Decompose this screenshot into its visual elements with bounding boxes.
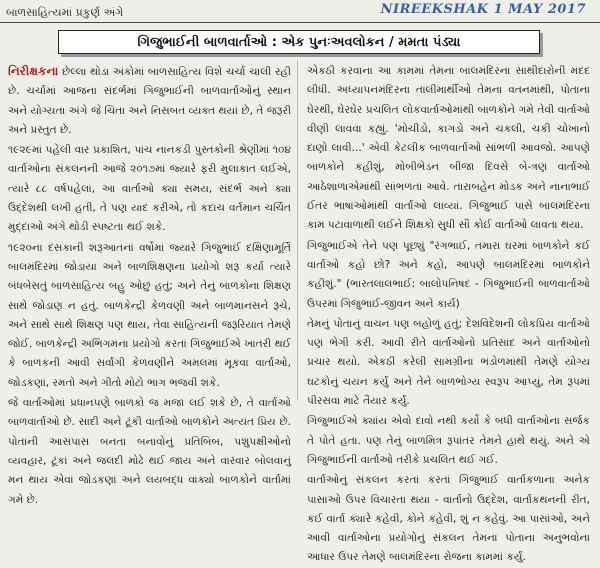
- magazine-masthead: NIREEKSHAK 1 MAY 2017: [380, 2, 586, 17]
- section-header: બાળસાહિત્યમાં પ્રકુર્ણ અંગે: [6, 6, 124, 19]
- paragraph: ગિજુભાઈએ ક્યાંય એવો દાવો નથી કર્યો કે બધી વાર્તાઓના સર્જક તે પોતે હતા. પણ તેનું બાળમિત્ર રૂપાંતર તેમને હાથે થયું. અને એ ગિજુભાઈની વાર્તાઓ તરીકે પ્રચલિત થઈ ગઈ.: [307, 415, 590, 466]
- lead-word: નિરીક્ષકના: [8, 64, 59, 78]
- paragraph: વાર્તાઓનું સંકલન કરતાં કરતાં ગિજુભાઈ વાર્તાકળાના અનેક પાસાઓ ઉપર વિચારતા થયા - વાર્તાનો ઉદ્દેશ, વાર્તાકથનની રીત, કઈ વાર્તા ક્યારે કહેવી, કોને કહેવી, શું ન કહેવું. આ પાસાંઓ, અને આવી વાર્તાઓના પ્રયોગોનું સંકલન તેમના પોતાના અનુભવોના આધાર ઉપર તેમણે બાલમંદિરના રોજના કામમાં કર્યું.: [307, 474, 590, 564]
- header-divider: [0, 22, 600, 23]
- paragraph: ગિજુભાઈએ તેને પણ પૂછ્યું "રંગભાઈ, તમારા ઘરમાં બાળકોને કઈ વાર્તાઓ કહો છો? અને કહો, આપણે બાલમંદિરમાં બાળકોને કહીશું." (ભારતલાલભાઈ: બાલોપનિષદ - ગિજુભાઈની બાળવાર્તાઓ ઉપરમાં ગિજુભાઈ-જીવન અને કાર્ય): [307, 239, 590, 310]
- paragraph: જે વાર્તાઓમાં પ્રધાનપણે બાળકો જ મજા લઈ શકે છે, તે વાર્તાઓ બાળવાર્તાઓ છે. સાદી અને ટૂંકી વાર્તાઓ બાળકોને અત્યંત પ્રિય છે. પોતાની આસપાસ બનતા બનાવોનું પ્રતિબિંબ, પશુપક્ષીઓનો વ્યવહાર, ટૂંકાં અને જલદી મોઢે થઈ જાય અને વારંવાર બોલવાનું મન થાય એવાં જોડકણાં અને લયબદ્ધ વાક્યો બાળકોને વાર્તામાં ગમે છે.: [8, 397, 291, 506]
- column-divider: [297, 60, 298, 400]
- left-column: [8, 62, 291, 506]
- paragraph: ૧૯૨૦ના દસકાની શરૂઆતનાં વર્ષોમાં જ્યારે ગિજુભાઈ દક્ષિણામૂર્તિ બાલમંદિરમાં જોડાયા અને બાળશિક્ષણના પ્રયોગો શરૂ કર્યા ત્યારે બંધબેસતું બાળસાહિત્ય બહુ ઓછું હતું; અને તેનું બાળકોના શિક્ષણ સાથે જોડાણ ન હતું. બાળકેન્દ્રી કેળવણી અને બાળમાનસને રૂચે, અને સાથે સાથે શિક્ષણ પણ થાય, તેવા સાહિત્યની જરૂરિયાત તેમણે જોઈ. બાળકેન્દ્રી અભિગમના પ્રયોગો કરતાં ગિજુભાઈએ ખાતરી થઈ કે બાળકની આવી સર્વાંગી કેળવણીને અમલમાં મૂકવા વાર્તાઓ, જોડકણાં, રમતો અને ગીતો મોટો ભાગ ભજવી શકે.: [8, 241, 291, 389]
- paragraph: [8, 62, 291, 140]
- paragraph: ૧૯૨૯માં પહેલી વાર પ્રકાશિત, પાંચ નાનકડી પુસ્તકોની શ્રેણીમાં ૧૦૪ વાર્તાઓના સંકલનની આજે ૨૦૧૭માં જ્યારે ફરી મુલાકાત લઈએ, ત્યારે ૮૮ વર્ષપહેલાં, આ વાર્તાઓ ક્યા સમય, સંદર્ભ અને ક્યા ઉદ્દેશથી લખી હતી, તે પણ યાદ કરીએ, તો કદાચ વર્તમાન ચર્ચિત મુદ્દાઓ અંગે થોડી સ્પષ્ટતા થઈ શકે.: [8, 144, 291, 234]
- right-column: [307, 62, 590, 564]
- article-title: ગિજુભાઈની બાળવાર્તાઓ : એક પુનઃઅવલોકન / મમતા પંડ્યા: [58, 30, 540, 54]
- paragraph-text: છેલ્લા થોડા અંકોમાં બાળસાહિત્ય વિશે ચર્ચા ચાલી રહી છે. ચર્ચામાં આજના સંદર્ભમાં ગિજુભાઈની બાળવાર્તાઓનું સ્થાન અને યોગ્યતા અંગે જે ચિંતા અને નિસબત વ્યક્ત થયાં છે, તે જરૂરી અને પ્રસ્તુત છે.: [8, 66, 291, 136]
- paragraph: એકઠી કરવાના આ કામમાં તેમના બાલમંદિરના સાથીદારોની મદદ લીધી. અધ્યાપનમંદિરના તાલીમાર્થીઓ તેમના વતનમાંથી, પોતાના ઘેરથી, ઘેરઘેર પ્રચલિત લોકવાર્તાઓમાંથી બાળકોને ગમે તેવી વાર્તાઓ વીણી લાવવા કહ્યું. 'મોચીડો, કાગડો અને ચકલી, ચકી ચોખાનો દાણો લાવી...' એવી કેટલીક બાળવાર્તાઓ સાંભળી આવજો. આપણે બાળકોને કહીશું, મોબીભેડન બીજા દિવસે બે-ત્રણ વાર્તાઓ આઠેશાળાએમાંથી સાંભળતાં આવે. તારાબહેન મોડક અને નાનાભાઈ ઈતર ભાષાઓમાંથી વાર્તાઓ લાવ્યાં. ગિજુભાઈ પાસે બાલમંદિરના કામ પટાવાળાથી લઈને શિક્ષકો સુધી સૌ કોઈ વાર્તાઓ લાવતા થયા.: [307, 65, 590, 232]
- paragraph: તેમનું પોતાનું વાચન પણ બહોળું હતું; દેશવિદેશની લોકપ્રિય વાર્તાઓ પણ ભેગી કરી. આવી રીતે વાર્તાઓનો પ્રતિસાદ અને વાર્તાઓનો પ્રચાર થયો. એકઠી કરેલી સામગ્રીના ભંડોળમાંથી તેમણે યોગ્ય ઘટકોનું ચયન કર્યું અને તેને બાળભોગ્ય સ્વરૂપ આપ્યું, તેમ રૂપમાં પીરસવા માટે તૈયાર કર્યું.: [307, 317, 590, 408]
